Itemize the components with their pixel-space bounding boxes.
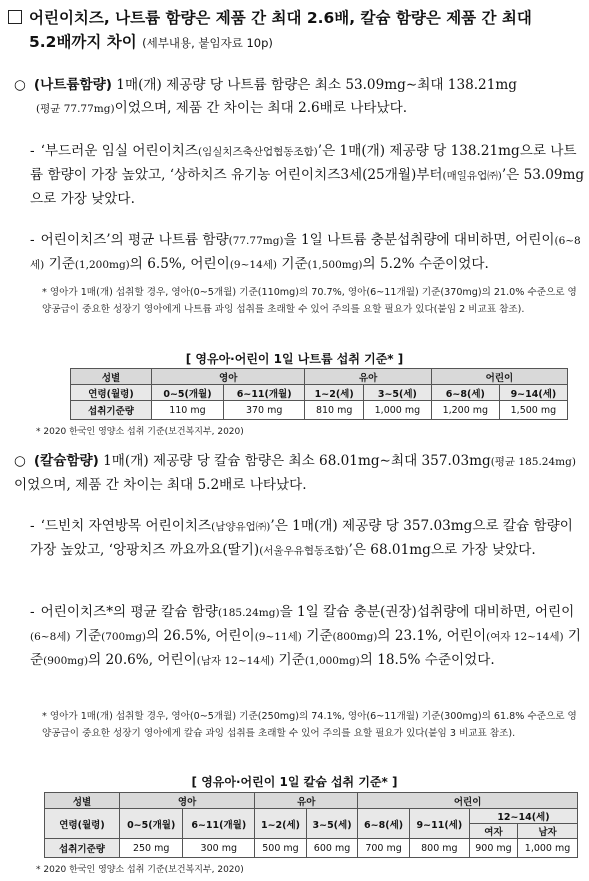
text: 기준 xyxy=(70,628,102,644)
text-small: (185.24mg) xyxy=(217,607,280,619)
text: 의 26.5%, 어린이 xyxy=(146,628,255,644)
table-row-label: 연령(월령) xyxy=(71,385,152,401)
calcium-table-source: * 2020 한국인 영양소 섭취 기준(보건복지부, 2020) xyxy=(36,865,244,875)
sodium-table-title: [ 영유아·어린이 1일 나트륨 섭취 기준* ] xyxy=(185,352,404,366)
text: 의 18.5% 수준이었다. xyxy=(359,652,495,668)
table-cell: 6~8(세) xyxy=(431,385,499,401)
calcium-tag: (칼슘함량) xyxy=(33,453,99,469)
text: 기준 xyxy=(274,652,305,668)
sodium-intro-text-2: 이었으며, 제품 간 차이는 최대 2.6배로 나타났다. xyxy=(114,100,408,116)
sodium-highest-lowest: - ‘부드러운 임실 어린이치즈(임실치즈축산업협동조합)’은 1매(개) 제공량 당 138.21mg으로 나트륨 함량이 가장 높았고, ‘상하치즈 유기농 어린이치즈3세(25개월)부터(매일유업㈜)’은 53.09mg으로 가장 낮았다. xyxy=(30,143,585,207)
table-cell: 3~5(세) xyxy=(363,385,431,401)
text-small: (매일유업㈜) xyxy=(442,170,502,182)
calcium-footnote: * 영아가 1매(개) 섭취할 경우, 영아(0~5개월) 기준(250mg)의 74.1%, 영아(6~11개월) 기준(300mg)의 61.8% 수준으로 영양공급이 중요한 성장기 영아에게 칼슘 과잉 섭취를 초래할 수 있어 주의를 요할 필요가 있다(붙임 3 비교표 참조). xyxy=(42,711,577,739)
table-cell: 1,000 mg xyxy=(363,401,431,420)
table-cell: 3~5(세) xyxy=(306,809,358,839)
table-cell: 600 mg xyxy=(306,839,358,858)
text: ’은 68.01mg으로 가장 낮았다. xyxy=(348,542,536,558)
text-small: (9~14세) xyxy=(229,259,277,271)
sodium-intro xyxy=(14,74,580,121)
table-cell: 800 mg xyxy=(409,839,469,858)
text-small: (77.77mg) xyxy=(228,235,284,247)
table-cell: 여자 xyxy=(469,824,517,839)
text: 의 6.5%, 어린이 xyxy=(129,256,230,272)
text: 어린이치즈*의 평균 칼슘 함량 xyxy=(40,604,218,620)
text-small: (서울우유협동조합) xyxy=(259,545,349,557)
table-row-label: 섭취기준량 xyxy=(71,401,152,420)
text-small: (1,200mg) xyxy=(74,259,130,271)
table-cell: 0~5(개월) xyxy=(152,385,224,401)
sodium-intake-table xyxy=(70,368,568,420)
table-header: 성별 xyxy=(45,793,120,809)
text: 을 1일 나트륨 충분섭취량에 대비하면, 어린이 xyxy=(283,232,555,248)
table-cell: 810 mg xyxy=(305,401,363,420)
checkbox-square-icon xyxy=(8,10,22,24)
section-heading xyxy=(8,6,583,55)
table-cell: 1,000 mg xyxy=(518,839,578,858)
table-cell: 110 mg xyxy=(152,401,224,420)
table-header: 영아 xyxy=(120,793,255,809)
table-cell: 1,500 mg xyxy=(499,401,567,420)
sodium-table-source: * 2020 한국인 영양소 섭취 기준(보건복지부, 2020) xyxy=(36,427,244,437)
table-cell: 남자 xyxy=(518,824,578,839)
table-cell: 6~11(개월) xyxy=(183,809,255,839)
text: 기준 xyxy=(301,628,333,644)
text: 의 23.1%, 어린이 xyxy=(377,628,487,644)
table-header: 유아 xyxy=(255,793,358,809)
table-header: 어린이 xyxy=(358,793,578,809)
table-cell: 370 mg xyxy=(223,401,305,420)
table-cell: 900 mg xyxy=(469,839,517,858)
text-small: (1,500mg) xyxy=(307,259,363,271)
text-small: (남양유업㈜) xyxy=(211,521,271,533)
text: 기준 xyxy=(277,256,308,272)
text: 의 5.2% 수준이었다. xyxy=(362,256,489,272)
text-small: (6~8세) xyxy=(30,235,581,271)
table-cell: 250 mg xyxy=(120,839,183,858)
table-cell: 0~5(개월) xyxy=(120,809,183,839)
text: ’은 1매(개) 제공량 당 138.21mg으로 나트륨 함량이 가장 높았고, ‘상하치즈 유기농 어린이치즈3세(25개월)부터 xyxy=(30,143,577,183)
calcium-table-title: [ 영유아·어린이 1일 칼슘 섭취 기준* ] xyxy=(191,775,398,789)
table-cell: 300 mg xyxy=(183,839,255,858)
table-cell: 700 mg xyxy=(358,839,410,858)
heading-title-line1: 어린이치즈, 나트륨 함량은 제품 간 최대 2.6배, 칼슘 함량은 제품 간 최대 xyxy=(29,9,532,27)
sodium-average: (평균 77.77mg) xyxy=(36,103,115,115)
table-header: 어린이 xyxy=(431,369,567,385)
calcium-intake-comparison: - 어린이치즈*의 평균 칼슘 함량(185.24mg)을 1일 칼슘 충분(권장)섭취량에 대비하면, 어린이(6~8세) 기준(700mg)의 26.5%, 어린이(9~11세) 기준(800mg)의 23.1%, 어린이(여자 12~14세) 기준(900mg)의 20.6%, 어린이(남자 12~14세) 기준(1,000mg)의 18.5% 수준이었다. xyxy=(30,604,582,668)
sodium-intro-text: 1매(개) 제공량 당 나트륨 함량은 최소 53.09mg∼최대 138.21mg xyxy=(111,77,517,93)
table-cell: 500 mg xyxy=(255,839,307,858)
sodium-tag: (나트륨함량) xyxy=(33,77,112,93)
table-cell: 1~2(세) xyxy=(305,385,363,401)
text-small: (여자 12~14세) xyxy=(486,631,564,643)
circle-bullet-icon: ○ xyxy=(14,77,26,93)
text: 어린이치즈’의 평균 나트륨 함량 xyxy=(40,232,229,248)
text: 의 20.6%, 어린이 xyxy=(88,652,197,668)
text-small: (900mg) xyxy=(43,655,89,667)
text: 기준 xyxy=(30,628,582,668)
table-header: 영아 xyxy=(152,369,305,385)
text-small: (700mg) xyxy=(101,631,147,643)
table-cell: 9~14(세) xyxy=(499,385,567,401)
sodium-footnote: * 영아가 1매(개) 섭취할 경우, 영아(0~5개월) 기준(110mg)의 70.7%, 영아(6~11개월) 기준(370mg)의 21.0% 수준으로 영양공급이 중요한 성장기 영아에게 나트륨 과잉 섭취를 초래할 수 있어 주의를 요할 필요가 있다(붙임 2 비교표 참조). xyxy=(42,287,577,315)
calcium-intro-text-2: 이었으며, 제품 간 차이는 최대 5.2배로 나타났다. xyxy=(14,477,307,493)
calcium-intake-table xyxy=(44,792,578,858)
table-cell: 6~11(개월) xyxy=(223,385,305,401)
calcium-highest-lowest: - ‘드빈치 자연방목 어린이치즈(남양유업㈜)’은 1매(개) 제공량 당 357.03mg으로 칼슘 함량이 가장 높았고, ‘앙팡치즈 까요까요(딸기)(서울우유협동조합)’은 68.01mg으로 가장 낮았다. xyxy=(30,518,573,558)
heading-title-line2: 5.2배까지 차이 xyxy=(29,33,137,51)
circle-bullet-icon: ○ xyxy=(14,453,26,469)
text: ’은 1매(개) 제공량 당 357.03mg으로 칼슘 함량이 가장 높았고, ‘앙팡치즈 까요까요(딸기) xyxy=(30,518,573,558)
text: ‘부드러운 임실 어린이치즈 xyxy=(40,143,199,159)
text-small: (6~8세) xyxy=(30,631,71,643)
table-cell: 1,200 mg xyxy=(431,401,499,420)
table-row-label: 섭취기준량 xyxy=(45,839,120,858)
text-small: (800mg) xyxy=(332,631,378,643)
sodium-intake-comparison: - 어린이치즈’의 평균 나트륨 함량(77.77mg)을 1일 나트륨 충분섭취량에 대비하면, 어린이(6~8세) 기준(1,200mg)의 6.5%, 어린이(9~14세) 기준(1,500mg)의 5.2% 수준이었다. xyxy=(30,232,581,272)
text: 기준 xyxy=(44,256,75,272)
table-header: 성별 xyxy=(71,369,152,385)
text: ’은 53.09mg으로 가장 낮았다. xyxy=(30,167,585,207)
calcium-intro xyxy=(14,450,580,497)
table-cell: 12~14(세) xyxy=(469,809,577,824)
table-header: 유아 xyxy=(305,369,431,385)
calcium-intro-text: 1매(개) 제공량 당 칼슘 함량은 최소 68.01mg∼최대 357.03mg xyxy=(98,453,491,469)
text-small: (1,000mg) xyxy=(304,655,360,667)
table-cell: 1~2(세) xyxy=(255,809,307,839)
table-cell: 9~11(세) xyxy=(409,809,469,839)
text-small: (남자 12~14세) xyxy=(196,655,275,667)
heading-reference: (세부내용, 붙임자료 10p) xyxy=(142,36,273,50)
text-small: (임실치즈축산업협동조합) xyxy=(198,146,318,158)
calcium-average: (평균 185.24mg) xyxy=(490,456,576,468)
text: ‘드빈치 자연방목 어린이치즈 xyxy=(40,518,212,534)
text-small: (9~11세) xyxy=(254,631,302,643)
table-cell: 6~8(세) xyxy=(358,809,410,839)
text: 을 1일 칼슘 충분(권장)섭취량에 대비하면, 어린이 xyxy=(279,604,575,620)
table-row-label: 연령(월령) xyxy=(45,809,120,839)
